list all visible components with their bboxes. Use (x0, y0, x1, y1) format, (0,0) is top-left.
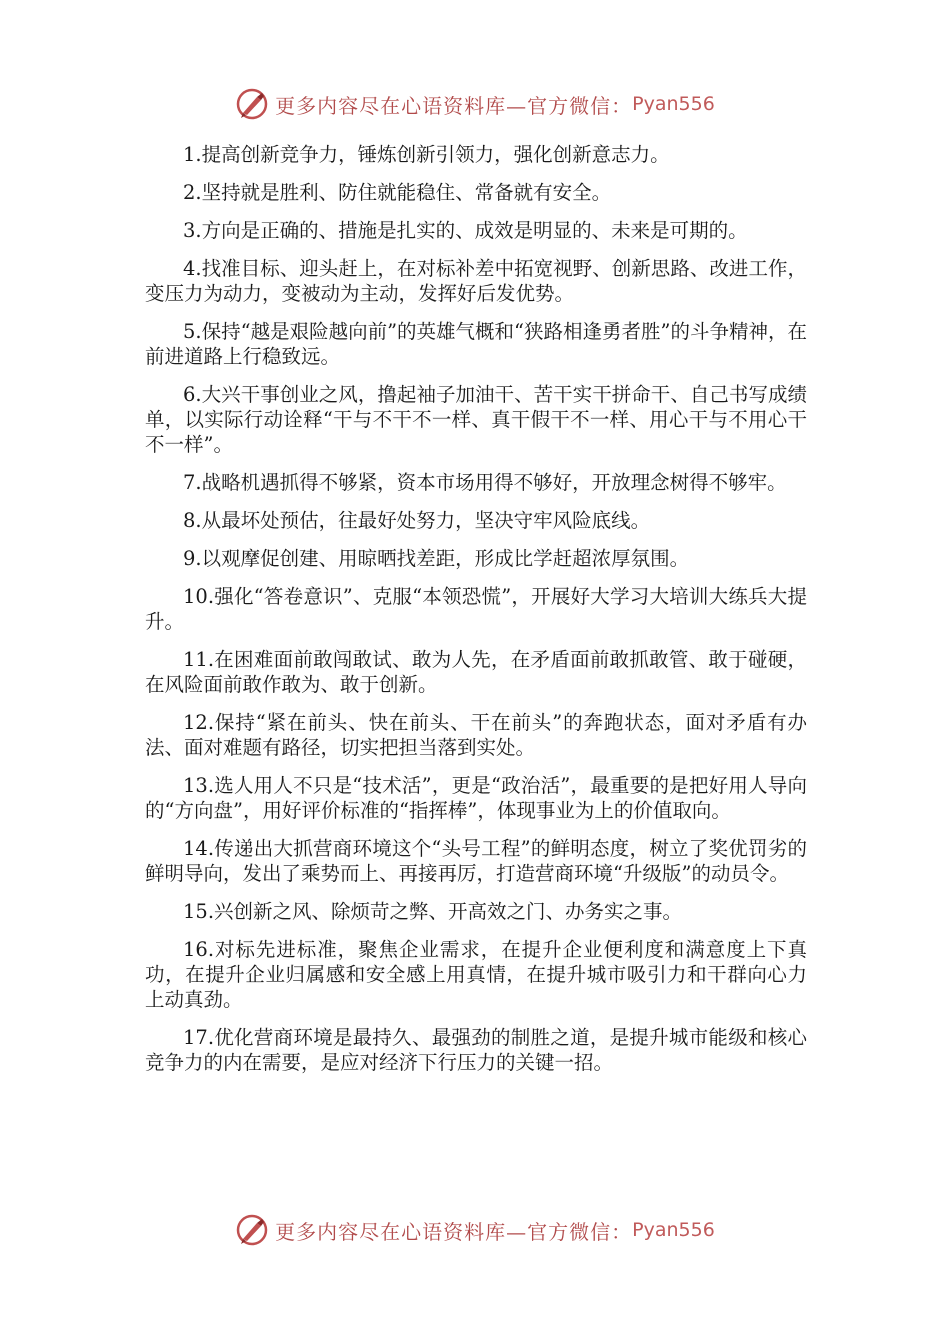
pen-logo-icon (235, 1213, 269, 1247)
list-item: 11.在困难面前敢闯敢试、敢为人先，在矛盾面前敢抓敢管、敢于碰硬，在风险面前敢作敢为、敢于创新。 (145, 648, 807, 696)
watermark-id: Pyan556 (632, 93, 715, 115)
footer-watermark (0, 1210, 950, 1250)
list-item: 8.从最坏处预估，往最好处努力，坚决守牢风险底线。 (183, 509, 651, 532)
watermark-text: 更多内容尽在心语资料库—官方微信： (275, 1219, 633, 1244)
list-item: 9.以观摩促创建、用晾晒找差距，形成比学赶超浓厚氛围。 (183, 547, 690, 570)
header-watermark (0, 84, 950, 124)
list-item: 16.对标先进标准，聚焦企业需求，在提升企业便利度和满意度上下真功，在提升企业归属感和安全感上用真情，在提升城市吸引力和干群向心力上动真劲。 (145, 938, 807, 1011)
list-item: 5.保持“越是艰险越向前”的英雄气概和“狭路相逢勇者胜”的斗争精神，在前进道路上行稳致远。 (145, 320, 807, 368)
list-item: 12.保持“紧在前头、快在前头、干在前头”的奔跑状态，面对矛盾有办法、面对难题有路径，切实把担当落到实处。 (145, 711, 807, 759)
watermark-id: Pyan556 (632, 1219, 715, 1241)
list-item: 15.兴创新之风、除烦苛之弊、开高效之门、办务实之事。 (183, 900, 683, 923)
list-item: 17.优化营商环境是最持久、最强劲的制胜之道，是提升城市能级和核心竞争力的内在需要，是应对经济下行压力的关键一招。 (145, 1026, 807, 1074)
list-item: 4.找准目标、迎头赶上，在对标补差中拓宽视野、创新思路、改进工作，变压力为动力，变被动为主动，发挥好后发优势。 (145, 257, 807, 305)
list-item: 2.坚持就是胜利、防住就能稳住、常备就有安全。 (183, 181, 612, 204)
list-item: 1.提高创新竞争力，锤炼创新引领力，强化创新意志力。 (183, 143, 670, 166)
document-body (145, 142, 807, 1088)
list-item: 6.大兴干事创业之风，撸起袖子加油干、苦干实干拼命干、自己书写成绩单，以实际行动诠释“干与不干不一样、真干假干不一样、用心干与不用心干不一样”。 (145, 383, 807, 456)
list-item: 14.传递出大抓营商环境这个“头号工程”的鲜明态度，树立了奖优罚劣的鲜明导向，发出了乘势而上、再接再厉，打造营商环境“升级版”的动员令。 (145, 837, 807, 885)
list-item: 10.强化“答卷意识”、克服“本领恐慌”，开展好大学习大培训大练兵大提升。 (145, 585, 807, 633)
list-item: 13.选人用人不只是“技术活”，更是“政治活”，最重要的是把好用人导向的“方向盘”，用好评价标准的“指挥棒”，体现事业为上的价值取向。 (145, 774, 807, 822)
list-item: 3.方向是正确的、措施是扎实的、成效是明显的、未来是可期的。 (183, 219, 748, 242)
watermark-text: 更多内容尽在心语资料库—官方微信： (275, 93, 633, 118)
list-item: 7.战略机遇抓得不够紧，资本市场用得不够好，开放理念树得不够牢。 (183, 471, 787, 494)
pen-logo-icon (235, 87, 269, 121)
